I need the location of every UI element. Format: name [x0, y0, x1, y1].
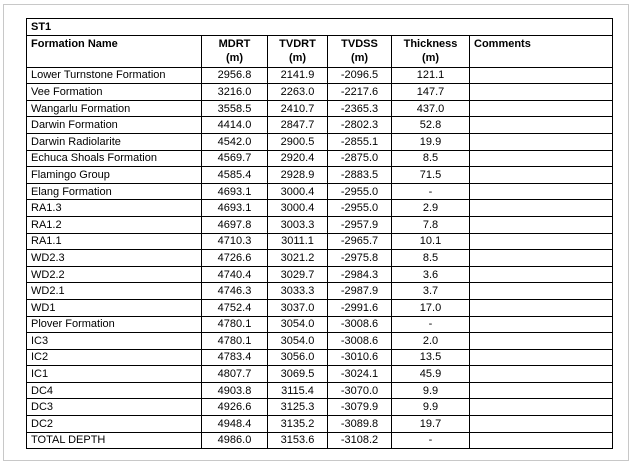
cell-mdrt: 4726.6 [202, 250, 268, 267]
cell-tvdrt: 3029.7 [268, 266, 328, 283]
cell-tvdrt: 3000.4 [268, 200, 328, 217]
cell-thickness: 71.5 [392, 167, 470, 184]
cell-thickness: 52.8 [392, 117, 470, 134]
cell-mdrt: 4807.7 [202, 366, 268, 383]
cell-thickness: 2.9 [392, 200, 470, 217]
cell-tvdss: -2991.6 [328, 299, 392, 316]
cell-mdrt: 4414.0 [202, 117, 268, 134]
cell-thickness: 7.8 [392, 216, 470, 233]
table-row [27, 67, 613, 84]
table-row [27, 432, 613, 449]
cell-mdrt: 4710.3 [202, 233, 268, 250]
cell-mdrt: 2956.8 [202, 67, 268, 84]
table-header-row [27, 35, 613, 67]
cell-mdrt: 4693.1 [202, 183, 268, 200]
cell-comments [470, 233, 613, 250]
table-row [27, 100, 613, 117]
cell-mdrt: 3216.0 [202, 84, 268, 101]
header-thickness [392, 35, 470, 67]
header-mdrt [202, 35, 268, 67]
cell-comments [470, 167, 613, 184]
cell-thickness: - [392, 183, 470, 200]
cell-formation-name: Darwin Formation [27, 117, 202, 134]
cell-comments [470, 100, 613, 117]
cell-tvdss: -2987.9 [328, 283, 392, 300]
table-row [27, 382, 613, 399]
cell-mdrt: 4986.0 [202, 432, 268, 449]
cell-tvdrt: 3021.2 [268, 250, 328, 267]
cell-thickness: 121.1 [392, 67, 470, 84]
cell-tvdss: -2883.5 [328, 167, 392, 184]
table-title: ST1 [27, 19, 613, 36]
cell-comments [470, 84, 613, 101]
header-formation-name: Formation Name [27, 35, 202, 67]
cell-formation-name: DC2 [27, 416, 202, 433]
cell-tvdrt: 3153.6 [268, 432, 328, 449]
table-row [27, 150, 613, 167]
cell-tvdrt: 2410.7 [268, 100, 328, 117]
table-title-row [27, 19, 613, 36]
cell-formation-name: WD2.3 [27, 250, 202, 267]
cell-tvdrt: 3069.5 [268, 366, 328, 383]
table-row [27, 133, 613, 150]
cell-tvdss: -3108.2 [328, 432, 392, 449]
cell-thickness: 8.5 [392, 150, 470, 167]
cell-thickness: 8.5 [392, 250, 470, 267]
table-row [27, 216, 613, 233]
table-row [27, 266, 613, 283]
table-row [27, 366, 613, 383]
cell-formation-name: Elang Formation [27, 183, 202, 200]
cell-tvdss: -2957.9 [328, 216, 392, 233]
cell-comments [470, 316, 613, 333]
cell-tvdrt: 3003.3 [268, 216, 328, 233]
cell-formation-name: RA1.1 [27, 233, 202, 250]
cell-comments [470, 67, 613, 84]
cell-comments [470, 416, 613, 433]
cell-comments [470, 183, 613, 200]
header-thickness-unit: (m) [421, 51, 440, 64]
table-row [27, 399, 613, 416]
cell-formation-name: DC4 [27, 382, 202, 399]
cell-tvdss: -2217.6 [328, 84, 392, 101]
cell-formation-name: IC2 [27, 349, 202, 366]
cell-comments [470, 266, 613, 283]
table-row [27, 316, 613, 333]
cell-formation-name: Flamingo Group [27, 167, 202, 184]
table-row [27, 299, 613, 316]
header-tvdrt-unit: (m) [288, 51, 307, 64]
cell-mdrt: 4783.4 [202, 349, 268, 366]
cell-mdrt: 4903.8 [202, 382, 268, 399]
cell-mdrt: 4740.4 [202, 266, 268, 283]
cell-thickness: 437.0 [392, 100, 470, 117]
cell-comments [470, 150, 613, 167]
cell-tvdss: -2955.0 [328, 183, 392, 200]
cell-thickness: 19.7 [392, 416, 470, 433]
header-thickness-label: Thickness [403, 37, 458, 50]
cell-tvdss: -2802.3 [328, 117, 392, 134]
cell-tvdss: -2984.3 [328, 266, 392, 283]
cell-tvdrt: 3033.3 [268, 283, 328, 300]
cell-formation-name: WD2.1 [27, 283, 202, 300]
formation-table [26, 18, 613, 449]
cell-formation-name: WD1 [27, 299, 202, 316]
cell-tvdss: -2855.1 [328, 133, 392, 150]
cell-comments [470, 216, 613, 233]
cell-tvdrt: 3125.3 [268, 399, 328, 416]
document-frame [3, 4, 629, 461]
header-tvdss [328, 35, 392, 67]
table-row [27, 200, 613, 217]
header-mdrt-unit: (m) [225, 51, 244, 64]
cell-thickness: - [392, 432, 470, 449]
cell-tvdrt: 3054.0 [268, 316, 328, 333]
cell-thickness: 10.1 [392, 233, 470, 250]
cell-tvdss: -3008.6 [328, 316, 392, 333]
cell-mdrt: 4569.7 [202, 150, 268, 167]
cell-tvdrt: 3000.4 [268, 183, 328, 200]
table-row [27, 183, 613, 200]
cell-tvdrt: 3011.1 [268, 233, 328, 250]
cell-comments [470, 200, 613, 217]
cell-tvdss: -3070.0 [328, 382, 392, 399]
cell-tvdrt: 2141.9 [268, 67, 328, 84]
cell-formation-name: Echuca Shoals Formation [27, 150, 202, 167]
cell-formation-name: Vee Formation [27, 84, 202, 101]
table-row [27, 416, 613, 433]
table-row [27, 167, 613, 184]
table-row [27, 333, 613, 350]
cell-formation-name: IC3 [27, 333, 202, 350]
cell-comments [470, 333, 613, 350]
cell-tvdrt: 3115.4 [268, 382, 328, 399]
cell-tvdss: -2096.5 [328, 67, 392, 84]
header-comments: Comments [470, 35, 613, 67]
cell-thickness: 9.9 [392, 399, 470, 416]
cell-thickness: - [392, 316, 470, 333]
header-tvdss-label: TVDSS [341, 37, 378, 50]
cell-comments [470, 299, 613, 316]
header-tvdrt-label: TVDRT [279, 37, 316, 50]
cell-mdrt: 3558.5 [202, 100, 268, 117]
cell-tvdrt: 2900.5 [268, 133, 328, 150]
cell-tvdss: -2955.0 [328, 200, 392, 217]
cell-formation-name: Lower Turnstone Formation [27, 67, 202, 84]
cell-mdrt: 4780.1 [202, 316, 268, 333]
cell-formation-name: WD2.2 [27, 266, 202, 283]
cell-tvdss: -2975.8 [328, 250, 392, 267]
table-row [27, 349, 613, 366]
cell-formation-name: Darwin Radiolarite [27, 133, 202, 150]
cell-thickness: 19.9 [392, 133, 470, 150]
cell-tvdss: -3010.6 [328, 349, 392, 366]
cell-tvdss: -3089.8 [328, 416, 392, 433]
cell-comments [470, 133, 613, 150]
table-row [27, 84, 613, 101]
cell-formation-name: Wangarlu Formation [27, 100, 202, 117]
cell-formation-name: RA1.3 [27, 200, 202, 217]
table-row [27, 233, 613, 250]
cell-tvdrt: 2920.4 [268, 150, 328, 167]
cell-thickness: 17.0 [392, 299, 470, 316]
cell-tvdss: -2365.3 [328, 100, 392, 117]
cell-thickness: 9.9 [392, 382, 470, 399]
cell-comments [470, 349, 613, 366]
cell-mdrt: 4780.1 [202, 333, 268, 350]
cell-mdrt: 4746.3 [202, 283, 268, 300]
cell-mdrt: 4542.0 [202, 133, 268, 150]
cell-thickness: 2.0 [392, 333, 470, 350]
cell-comments [470, 283, 613, 300]
cell-formation-name: TOTAL DEPTH [27, 432, 202, 449]
cell-thickness: 13.5 [392, 349, 470, 366]
table-row [27, 117, 613, 134]
header-mdrt-label: MDRT [218, 37, 251, 50]
cell-mdrt: 4752.4 [202, 299, 268, 316]
cell-formation-name: Plover Formation [27, 316, 202, 333]
cell-tvdrt: 3056.0 [268, 349, 328, 366]
cell-tvdrt: 3037.0 [268, 299, 328, 316]
cell-tvdss: -2875.0 [328, 150, 392, 167]
cell-thickness: 3.6 [392, 266, 470, 283]
cell-comments [470, 366, 613, 383]
cell-comments [470, 117, 613, 134]
header-tvdrt [268, 35, 328, 67]
cell-tvdss: -2965.7 [328, 233, 392, 250]
cell-formation-name: DC3 [27, 399, 202, 416]
cell-mdrt: 4693.1 [202, 200, 268, 217]
header-tvdss-unit: (m) [350, 51, 369, 64]
cell-formation-name: IC1 [27, 366, 202, 383]
cell-mdrt: 4948.4 [202, 416, 268, 433]
cell-thickness: 3.7 [392, 283, 470, 300]
cell-tvdss: -3008.6 [328, 333, 392, 350]
table-row [27, 250, 613, 267]
cell-tvdrt: 3135.2 [268, 416, 328, 433]
cell-thickness: 45.9 [392, 366, 470, 383]
table-row [27, 283, 613, 300]
cell-comments [470, 250, 613, 267]
cell-formation-name: RA1.2 [27, 216, 202, 233]
cell-mdrt: 4585.4 [202, 167, 268, 184]
cell-comments [470, 399, 613, 416]
cell-tvdss: -3079.9 [328, 399, 392, 416]
cell-comments [470, 382, 613, 399]
cell-mdrt: 4926.6 [202, 399, 268, 416]
cell-comments [470, 432, 613, 449]
cell-tvdrt: 2263.0 [268, 84, 328, 101]
cell-tvdrt: 2847.7 [268, 117, 328, 134]
cell-tvdss: -3024.1 [328, 366, 392, 383]
cell-thickness: 147.7 [392, 84, 470, 101]
cell-mdrt: 4697.8 [202, 216, 268, 233]
cell-tvdrt: 3054.0 [268, 333, 328, 350]
cell-tvdrt: 2928.9 [268, 167, 328, 184]
